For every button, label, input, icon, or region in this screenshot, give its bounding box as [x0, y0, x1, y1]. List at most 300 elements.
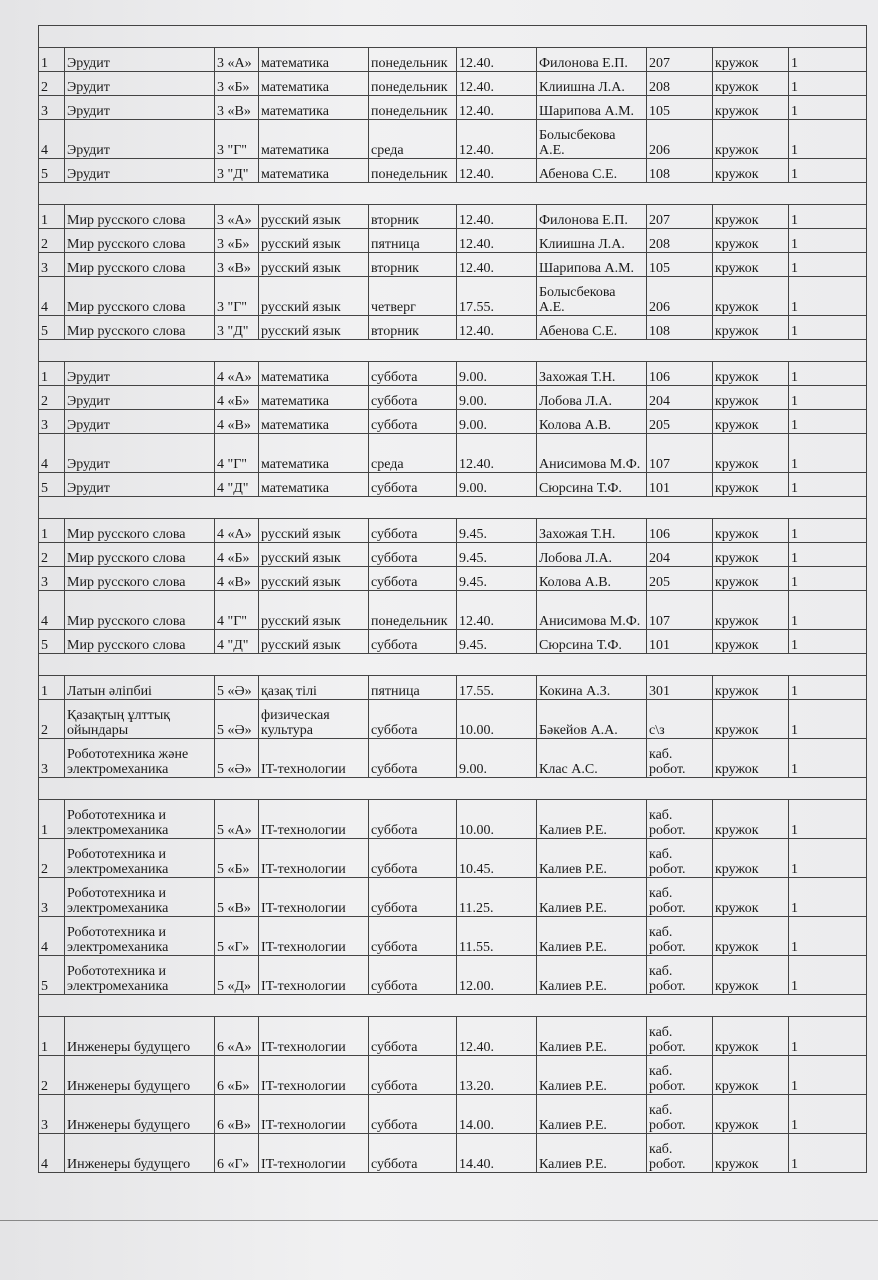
subject-cell: IT-технологии	[259, 878, 369, 917]
section-separator	[39, 340, 867, 362]
weekday-cell: суббота	[369, 917, 457, 956]
teacher-cell: Захожая Т.Н.	[537, 519, 647, 543]
hours-cell: 1	[789, 205, 867, 229]
weekday-cell: суббота	[369, 739, 457, 778]
class-cell: 4 "Д"	[215, 630, 259, 654]
table-row	[39, 519, 867, 543]
weekday-cell: вторник	[369, 205, 457, 229]
row-number-cell: 4	[39, 277, 65, 316]
hours-cell: 1	[789, 316, 867, 340]
class-cell: 5 «В»	[215, 878, 259, 917]
room-cell: с\з	[647, 700, 713, 739]
hours-cell: 1	[789, 159, 867, 183]
hours-cell: 1	[789, 229, 867, 253]
teacher-cell: Калиев Р.Е.	[537, 917, 647, 956]
row-number-cell: 1	[39, 205, 65, 229]
subject-cell: IT-технологии	[259, 1134, 369, 1173]
class-cell: 3 «В»	[215, 96, 259, 120]
activity-name-cell: Робототехника и электромеханика	[65, 956, 215, 995]
table-row	[39, 630, 867, 654]
time-cell: 12.40.	[457, 434, 537, 473]
teacher-cell: Болысбекова А.Е.	[537, 277, 647, 316]
weekday-cell: среда	[369, 434, 457, 473]
subject-cell: математика	[259, 159, 369, 183]
time-cell: 12.40.	[457, 591, 537, 630]
separator-cell	[39, 995, 867, 1017]
activity-type-cell: кружок	[713, 1134, 789, 1173]
activity-name-cell: Эрудит	[65, 48, 215, 72]
row-number-cell: 1	[39, 48, 65, 72]
teacher-cell: Колова А.В.	[537, 410, 647, 434]
teacher-cell: Абенова С.Е.	[537, 159, 647, 183]
weekday-cell: четверг	[369, 277, 457, 316]
row-number-cell: 2	[39, 386, 65, 410]
table-row	[39, 48, 867, 72]
activity-type-cell: кружок	[713, 229, 789, 253]
section-separator	[39, 497, 867, 519]
row-number-cell: 4	[39, 120, 65, 159]
time-cell: 17.55.	[457, 676, 537, 700]
hours-cell: 1	[789, 543, 867, 567]
time-cell: 13.20.	[457, 1056, 537, 1095]
subject-cell: IT-технологии	[259, 1056, 369, 1095]
time-cell: 9.00.	[457, 362, 537, 386]
room-cell: каб. робот.	[647, 878, 713, 917]
room-cell: 207	[647, 205, 713, 229]
time-cell: 12.40.	[457, 120, 537, 159]
time-cell: 11.55.	[457, 917, 537, 956]
class-cell: 5 «Ә»	[215, 676, 259, 700]
teacher-cell: Калиев Р.Е.	[537, 839, 647, 878]
activity-type-cell: кружок	[713, 473, 789, 497]
teacher-cell: Филонова Е.П.	[537, 48, 647, 72]
teacher-cell: Калиев Р.Е.	[537, 956, 647, 995]
class-cell: 5 «А»	[215, 800, 259, 839]
subject-cell: русский язык	[259, 316, 369, 340]
table-row	[39, 800, 867, 839]
activity-type-cell: кружок	[713, 1056, 789, 1095]
activity-name-cell: Мир русского слова	[65, 253, 215, 277]
section-separator	[39, 995, 867, 1017]
subject-cell: математика	[259, 386, 369, 410]
hours-cell: 1	[789, 878, 867, 917]
hours-cell: 1	[789, 567, 867, 591]
weekday-cell: пятница	[369, 676, 457, 700]
teacher-cell: Захожая Т.Н.	[537, 362, 647, 386]
activity-name-cell: Эрудит	[65, 120, 215, 159]
section-separator	[39, 183, 867, 205]
time-cell: 12.40.	[457, 96, 537, 120]
class-cell: 3 "Г"	[215, 277, 259, 316]
row-number-cell: 3	[39, 96, 65, 120]
row-number-cell: 2	[39, 229, 65, 253]
activity-type-cell: кружок	[713, 839, 789, 878]
row-number-cell: 2	[39, 543, 65, 567]
hours-cell: 1	[789, 800, 867, 839]
room-cell: каб. робот.	[647, 956, 713, 995]
room-cell: 105	[647, 96, 713, 120]
activity-name-cell: Қазақтың ұлттық ойындары	[65, 700, 215, 739]
separator-cell	[39, 26, 867, 48]
table-row	[39, 316, 867, 340]
class-cell: 5 «Д»	[215, 956, 259, 995]
subject-cell: IT-технологии	[259, 839, 369, 878]
activity-type-cell: кружок	[713, 567, 789, 591]
room-cell: 106	[647, 519, 713, 543]
section-separator	[39, 26, 867, 48]
time-cell: 12.40.	[457, 72, 537, 96]
class-cell: 5 «Б»	[215, 839, 259, 878]
hours-cell: 1	[789, 48, 867, 72]
class-cell: 4 «А»	[215, 362, 259, 386]
table-row	[39, 1095, 867, 1134]
teacher-cell: Лобова Л.А.	[537, 386, 647, 410]
room-cell: 108	[647, 316, 713, 340]
teacher-cell: Клиишна Л.А.	[537, 229, 647, 253]
class-cell: 3 «А»	[215, 48, 259, 72]
table-row	[39, 1017, 867, 1056]
weekday-cell: понедельник	[369, 591, 457, 630]
weekday-cell: суббота	[369, 410, 457, 434]
time-cell: 9.45.	[457, 567, 537, 591]
activity-type-cell: кружок	[713, 700, 789, 739]
weekday-cell: суббота	[369, 386, 457, 410]
room-cell: 107	[647, 434, 713, 473]
table-row	[39, 386, 867, 410]
activity-name-cell: Робототехника и электромеханика	[65, 878, 215, 917]
teacher-cell: Калиев Р.Е.	[537, 878, 647, 917]
activity-type-cell: кружок	[713, 120, 789, 159]
subject-cell: русский язык	[259, 205, 369, 229]
section-separator	[39, 778, 867, 800]
weekday-cell: вторник	[369, 316, 457, 340]
activity-type-cell: кружок	[713, 72, 789, 96]
table-row	[39, 878, 867, 917]
table-row	[39, 591, 867, 630]
subject-cell: русский язык	[259, 229, 369, 253]
room-cell: 206	[647, 120, 713, 159]
activity-type-cell: кружок	[713, 159, 789, 183]
activity-type-cell: кружок	[713, 1017, 789, 1056]
subject-cell: русский язык	[259, 277, 369, 316]
activity-type-cell: кружок	[713, 956, 789, 995]
separator-cell	[39, 497, 867, 519]
weekday-cell: суббота	[369, 956, 457, 995]
row-number-cell: 5	[39, 473, 65, 497]
hours-cell: 1	[789, 1056, 867, 1095]
teacher-cell: Шарипова А.М.	[537, 253, 647, 277]
activity-name-cell: Инженеры будущего	[65, 1056, 215, 1095]
activity-name-cell: Эрудит	[65, 473, 215, 497]
class-cell: 4 «А»	[215, 519, 259, 543]
class-cell: 4 "Д"	[215, 473, 259, 497]
teacher-cell: Лобова Л.А.	[537, 543, 647, 567]
activity-name-cell: Эрудит	[65, 72, 215, 96]
weekday-cell: понедельник	[369, 72, 457, 96]
schedule-table	[38, 25, 867, 1173]
table-row	[39, 253, 867, 277]
weekday-cell: суббота	[369, 1017, 457, 1056]
subject-cell: русский язык	[259, 543, 369, 567]
subject-cell: русский язык	[259, 591, 369, 630]
weekday-cell: суббота	[369, 362, 457, 386]
class-cell: 3 "Д"	[215, 159, 259, 183]
weekday-cell: понедельник	[369, 48, 457, 72]
table-row	[39, 72, 867, 96]
teacher-cell: Калиев Р.Е.	[537, 800, 647, 839]
table-row	[39, 96, 867, 120]
table-row	[39, 277, 867, 316]
hours-cell: 1	[789, 410, 867, 434]
table-row	[39, 676, 867, 700]
activity-type-cell: кружок	[713, 519, 789, 543]
table-row	[39, 120, 867, 159]
subject-cell: математика	[259, 473, 369, 497]
hours-cell: 1	[789, 473, 867, 497]
subject-cell: қазақ тілі	[259, 676, 369, 700]
teacher-cell: Клас А.С.	[537, 739, 647, 778]
table-row	[39, 956, 867, 995]
hours-cell: 1	[789, 917, 867, 956]
time-cell: 9.45.	[457, 630, 537, 654]
activity-name-cell: Эрудит	[65, 434, 215, 473]
activity-name-cell: Мир русского слова	[65, 567, 215, 591]
activity-type-cell: кружок	[713, 386, 789, 410]
schedule-body	[39, 26, 867, 1173]
teacher-cell: Анисимова М.Ф.	[537, 591, 647, 630]
class-cell: 5 «Ә»	[215, 700, 259, 739]
activity-type-cell: кружок	[713, 676, 789, 700]
class-cell: 6 «Б»	[215, 1056, 259, 1095]
subject-cell: IT-технологии	[259, 917, 369, 956]
teacher-cell: Шарипова А.М.	[537, 96, 647, 120]
activity-type-cell: кружок	[713, 1095, 789, 1134]
teacher-cell: Калиев Р.Е.	[537, 1095, 647, 1134]
room-cell: 205	[647, 567, 713, 591]
time-cell: 12.00.	[457, 956, 537, 995]
separator-cell	[39, 183, 867, 205]
hours-cell: 1	[789, 362, 867, 386]
hours-cell: 1	[789, 630, 867, 654]
row-number-cell: 3	[39, 1095, 65, 1134]
activity-name-cell: Эрудит	[65, 410, 215, 434]
row-number-cell: 5	[39, 159, 65, 183]
table-row	[39, 410, 867, 434]
hours-cell: 1	[789, 700, 867, 739]
row-number-cell: 5	[39, 630, 65, 654]
activity-name-cell: Мир русского слова	[65, 229, 215, 253]
activity-name-cell: Эрудит	[65, 159, 215, 183]
time-cell: 9.00.	[457, 739, 537, 778]
weekday-cell: суббота	[369, 1056, 457, 1095]
activity-name-cell: Мир русского слова	[65, 205, 215, 229]
separator-cell	[39, 654, 867, 676]
table-row	[39, 917, 867, 956]
activity-name-cell: Мир русского слова	[65, 277, 215, 316]
activity-type-cell: кружок	[713, 277, 789, 316]
teacher-cell: Сюрсина Т.Ф.	[537, 473, 647, 497]
class-cell: 6 «В»	[215, 1095, 259, 1134]
hours-cell: 1	[789, 591, 867, 630]
room-cell: 106	[647, 362, 713, 386]
table-row	[39, 543, 867, 567]
table-row	[39, 700, 867, 739]
subject-cell: IT-технологии	[259, 1017, 369, 1056]
activity-name-cell: Робототехника и электромеханика	[65, 917, 215, 956]
activity-type-cell: кружок	[713, 96, 789, 120]
activity-name-cell: Мир русского слова	[65, 519, 215, 543]
room-cell: 205	[647, 410, 713, 434]
room-cell: 101	[647, 630, 713, 654]
activity-name-cell: Инженеры будущего	[65, 1134, 215, 1173]
class-cell: 3 «В»	[215, 253, 259, 277]
room-cell: 105	[647, 253, 713, 277]
time-cell: 11.25.	[457, 878, 537, 917]
class-cell: 4 "Г"	[215, 434, 259, 473]
class-cell: 4 «В»	[215, 410, 259, 434]
room-cell: 107	[647, 591, 713, 630]
activity-type-cell: кружок	[713, 630, 789, 654]
teacher-cell: Калиев Р.Е.	[537, 1134, 647, 1173]
hours-cell: 1	[789, 96, 867, 120]
hours-cell: 1	[789, 839, 867, 878]
row-number-cell: 3	[39, 410, 65, 434]
weekday-cell: пятница	[369, 229, 457, 253]
hours-cell: 1	[789, 676, 867, 700]
table-row	[39, 434, 867, 473]
room-cell: каб. робот.	[647, 1056, 713, 1095]
weekday-cell: суббота	[369, 567, 457, 591]
class-cell: 4 «В»	[215, 567, 259, 591]
room-cell: каб. робот.	[647, 739, 713, 778]
teacher-cell: Анисимова М.Ф.	[537, 434, 647, 473]
hours-cell: 1	[789, 1095, 867, 1134]
time-cell: 17.55.	[457, 277, 537, 316]
table-row	[39, 205, 867, 229]
activity-type-cell: кружок	[713, 800, 789, 839]
subject-cell: русский язык	[259, 253, 369, 277]
teacher-cell: Сюрсина Т.Ф.	[537, 630, 647, 654]
table-row	[39, 567, 867, 591]
subject-cell: IT-технологии	[259, 739, 369, 778]
teacher-cell: Абенова С.Е.	[537, 316, 647, 340]
page-edge-line	[0, 1220, 878, 1221]
weekday-cell: суббота	[369, 543, 457, 567]
teacher-cell: Кокина А.З.	[537, 676, 647, 700]
hours-cell: 1	[789, 1134, 867, 1173]
activity-type-cell: кружок	[713, 434, 789, 473]
room-cell: 301	[647, 676, 713, 700]
table-row	[39, 362, 867, 386]
teacher-cell: Болысбекова А.Е.	[537, 120, 647, 159]
activity-name-cell: Инженеры будущего	[65, 1017, 215, 1056]
room-cell: 204	[647, 386, 713, 410]
row-number-cell: 1	[39, 676, 65, 700]
time-cell: 14.40.	[457, 1134, 537, 1173]
table-row	[39, 159, 867, 183]
row-number-cell: 3	[39, 878, 65, 917]
class-cell: 3 "Д"	[215, 316, 259, 340]
time-cell: 10.00.	[457, 800, 537, 839]
subject-cell: математика	[259, 362, 369, 386]
weekday-cell: суббота	[369, 1134, 457, 1173]
class-cell: 4 «Б»	[215, 386, 259, 410]
activity-name-cell: Мир русского слова	[65, 591, 215, 630]
subject-cell: физическая культура	[259, 700, 369, 739]
room-cell: 207	[647, 48, 713, 72]
table-row	[39, 1134, 867, 1173]
room-cell: 208	[647, 72, 713, 96]
row-number-cell: 3	[39, 253, 65, 277]
activity-name-cell: Эрудит	[65, 96, 215, 120]
subject-cell: русский язык	[259, 567, 369, 591]
room-cell: каб. робот.	[647, 1095, 713, 1134]
class-cell: 3 «Б»	[215, 229, 259, 253]
separator-cell	[39, 778, 867, 800]
activity-type-cell: кружок	[713, 205, 789, 229]
hours-cell: 1	[789, 434, 867, 473]
class-cell: 4 "Г"	[215, 591, 259, 630]
class-cell: 3 "Г"	[215, 120, 259, 159]
activity-type-cell: кружок	[713, 253, 789, 277]
activity-name-cell: Эрудит	[65, 386, 215, 410]
weekday-cell: суббота	[369, 839, 457, 878]
activity-type-cell: кружок	[713, 410, 789, 434]
weekday-cell: суббота	[369, 700, 457, 739]
room-cell: 101	[647, 473, 713, 497]
row-number-cell: 2	[39, 839, 65, 878]
hours-cell: 1	[789, 956, 867, 995]
teacher-cell: Филонова Е.П.	[537, 205, 647, 229]
row-number-cell: 2	[39, 1056, 65, 1095]
row-number-cell: 1	[39, 362, 65, 386]
subject-cell: русский язык	[259, 630, 369, 654]
time-cell: 9.45.	[457, 543, 537, 567]
weekday-cell: суббота	[369, 519, 457, 543]
row-number-cell: 3	[39, 567, 65, 591]
weekday-cell: вторник	[369, 253, 457, 277]
row-number-cell: 2	[39, 700, 65, 739]
time-cell: 9.00.	[457, 473, 537, 497]
weekday-cell: понедельник	[369, 96, 457, 120]
room-cell: каб. робот.	[647, 1017, 713, 1056]
hours-cell: 1	[789, 120, 867, 159]
class-cell: 3 «А»	[215, 205, 259, 229]
teacher-cell: Калиев Р.Е.	[537, 1017, 647, 1056]
activity-name-cell: Мир русского слова	[65, 543, 215, 567]
weekday-cell: суббота	[369, 473, 457, 497]
subject-cell: математика	[259, 434, 369, 473]
room-cell: 108	[647, 159, 713, 183]
room-cell: каб. робот.	[647, 1134, 713, 1173]
hours-cell: 1	[789, 519, 867, 543]
activity-name-cell: Робототехника и электромеханика	[65, 800, 215, 839]
subject-cell: математика	[259, 72, 369, 96]
time-cell: 9.00.	[457, 410, 537, 434]
subject-cell: математика	[259, 96, 369, 120]
weekday-cell: суббота	[369, 878, 457, 917]
subject-cell: IT-технологии	[259, 956, 369, 995]
subject-cell: русский язык	[259, 519, 369, 543]
time-cell: 12.40.	[457, 48, 537, 72]
class-cell: 5 «Г»	[215, 917, 259, 956]
activity-type-cell: кружок	[713, 591, 789, 630]
table-row	[39, 739, 867, 778]
time-cell: 12.40.	[457, 205, 537, 229]
time-cell: 10.00.	[457, 700, 537, 739]
row-number-cell: 5	[39, 956, 65, 995]
section-separator	[39, 654, 867, 676]
